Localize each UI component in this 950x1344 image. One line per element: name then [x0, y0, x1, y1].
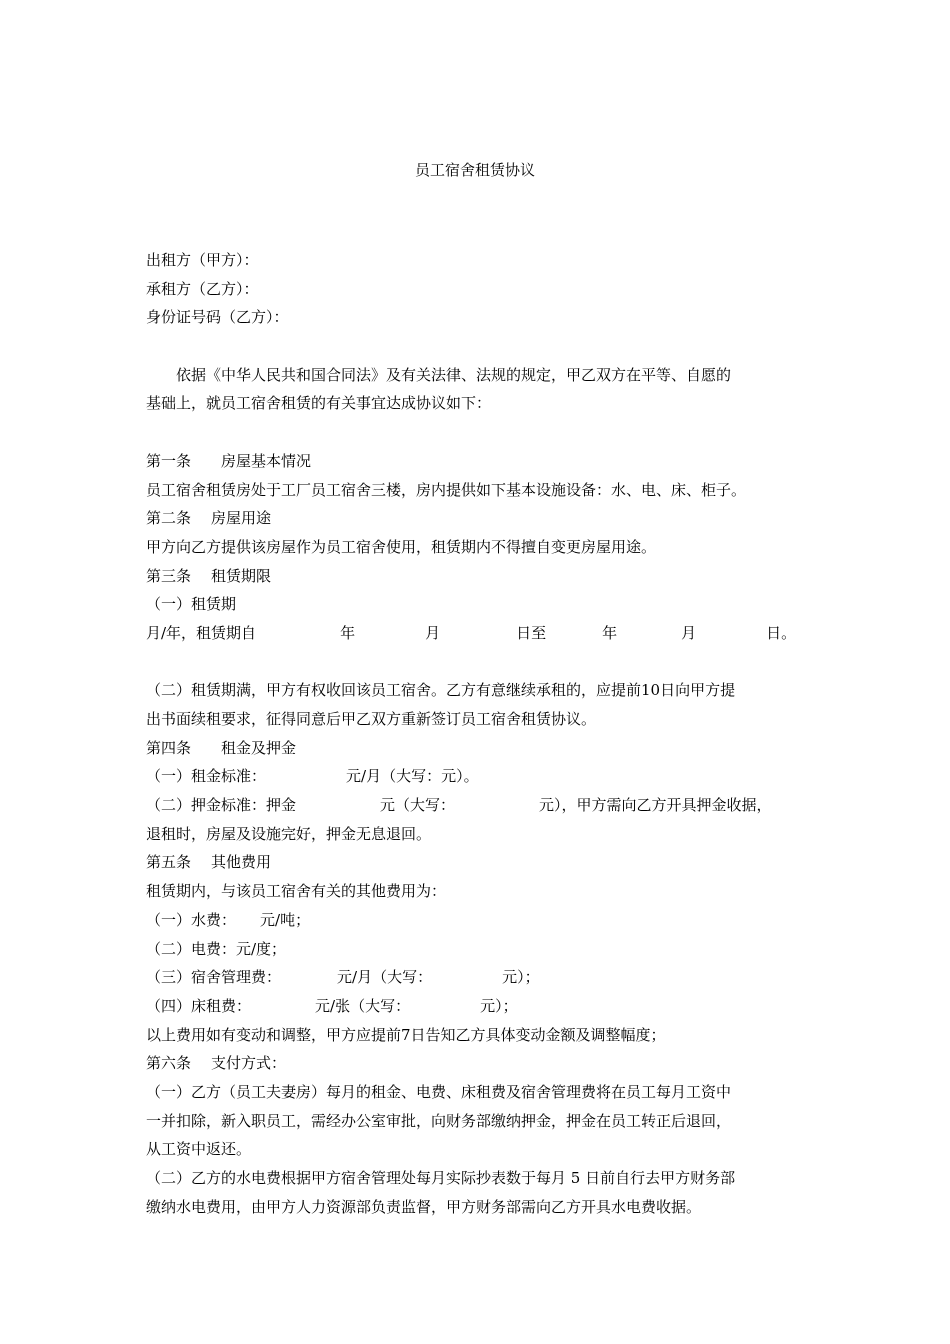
article-1-heading	[146, 447, 826, 476]
article-6-item-1-line-1: （一）乙方（员工夫妻房）每月的租金、电费、床租费及宿舍管理费将在员工每月工资中	[146, 1082, 732, 1101]
bed-fee-end: 元）；	[480, 996, 518, 1015]
deposit-note: 元），甲方需向乙方开具押金收据，	[539, 796, 772, 815]
article-2-title: 房屋用途	[211, 509, 272, 528]
document-body	[146, 246, 826, 1221]
lease-term-line	[146, 619, 826, 648]
lessee-line: 承租方（乙方）：	[146, 279, 259, 298]
bed-fee-unit: 元/张（大写：	[315, 996, 411, 1015]
document-title: 员工宿舍租赁协议	[414, 161, 535, 179]
lessor-line: 出租方（甲方）：	[146, 251, 259, 269]
spacer	[146, 418, 826, 447]
term-day-to: 日至	[516, 623, 547, 642]
bed-fee-line	[146, 992, 826, 1021]
mgmt-fee-line	[146, 963, 826, 992]
article-4-heading	[146, 734, 826, 763]
article-4-title: 租金及押金	[221, 738, 297, 757]
article-4-number: 第四条	[146, 738, 192, 757]
deposit-standard-line	[146, 791, 826, 820]
article-6-item-1-line-3: 从工资中返还。	[146, 1140, 252, 1159]
bed-fee-label: （四）床租费：	[146, 996, 252, 1015]
article-6-item-1-line-2: 一并扣除，新入职员工，需经办公室审批，向财务部缴纳押金，押金在员工转正后退回，	[146, 1111, 732, 1130]
article-6-item-2-line-2: 缴纳水电费用，由甲方人力资源部负责监督，甲方财务部需向乙方开具水电费收据。	[146, 1197, 702, 1216]
article-3-item-1: （一）租赁期	[146, 595, 237, 614]
article-3-item-2-line-2: 出书面续租要求，征得同意后甲乙双方重新签订员工宿舍租赁协议。	[146, 710, 597, 728]
article-3-title: 租赁期限	[211, 566, 272, 585]
article-5-number: 第五条	[146, 853, 192, 872]
article-5-heading	[146, 848, 826, 877]
article-6-number: 第六条	[146, 1054, 192, 1073]
article-1-number: 第一条	[146, 451, 192, 470]
spacer	[146, 332, 826, 361]
term-year-1: 年	[340, 623, 356, 642]
lessee-id-line: 身份证号码（乙方）：	[146, 308, 289, 327]
deposit-label: （二）押金标准：押金	[146, 796, 297, 815]
article-6-heading	[146, 1049, 826, 1078]
term-month-2: 月	[681, 623, 697, 642]
article-5-title: 其他费用	[211, 853, 272, 872]
electric-fee-line: （二）电费：元/度；	[146, 939, 287, 958]
deposit-refund-line: 退租时，房屋及设施完好，押金无息退回。	[146, 824, 432, 843]
other-fees-intro: 租赁期内，与该员工宿舍有关的其他费用为：	[146, 882, 447, 901]
preamble-line-2: 基础上，就员工宿舍租赁的有关事宜达成协议如下：	[146, 394, 492, 413]
mgmt-fee-end: 元）；	[502, 968, 540, 987]
article-6-item-2-line-1: （二）乙方的水电费根据甲方宿舍管理处每月实际抄表数于每月 5 日前自行去甲方财务部	[146, 1169, 736, 1187]
article-3-number: 第三条	[146, 566, 192, 585]
article-2-heading	[146, 504, 826, 533]
fee-change-note: 以上费用如有变动和调整，甲方应提前7日告知乙方具体变动金额及调整幅度；	[146, 1025, 666, 1044]
spacer	[146, 648, 826, 677]
term-day-end: 日。	[766, 623, 797, 642]
preamble-line-1: 依据《中华人民共和国合同法》及有关法律、法规的规定，甲乙双方在平等、自愿的	[176, 365, 732, 384]
article-1-title: 房屋基本情况	[221, 451, 312, 470]
mgmt-fee-unit: 元/月（大写：	[337, 968, 433, 987]
water-fee-line	[146, 906, 826, 935]
term-year-2: 年	[602, 623, 618, 642]
article-2-number: 第二条	[146, 509, 192, 528]
article-3-item-2-line-1: （二）租赁期满，甲方有权收回该员工宿舍。乙方有意继续承租的，应提前10日向甲方提	[146, 681, 736, 700]
term-month-1: 月	[425, 623, 441, 642]
mgmt-fee-label: （三）宿舍管理费：	[146, 968, 282, 987]
rent-standard-line	[146, 762, 826, 791]
rent-unit: 元/月（大写：元）。	[346, 767, 479, 786]
water-fee-label: （一）水费：	[146, 910, 237, 929]
rent-label: （一）租金标准：	[146, 767, 267, 786]
article-1-text: 员工宿舍租赁房处于工厂员工宿舍三楼，房内提供如下基本设施设备：水、电、床、柜子。	[146, 480, 747, 499]
water-fee-unit: 元/吨；	[260, 910, 311, 929]
article-6-title: 支付方式：	[211, 1054, 287, 1073]
deposit-unit: 元（大写：	[380, 796, 456, 815]
article-2-text: 甲方向乙方提供该房屋作为员工宿舍使用，租赁期内不得擅自变更房屋用途。	[146, 537, 657, 556]
term-start-text: 月/年，租赁期自	[146, 623, 257, 642]
article-3-heading	[146, 562, 826, 591]
